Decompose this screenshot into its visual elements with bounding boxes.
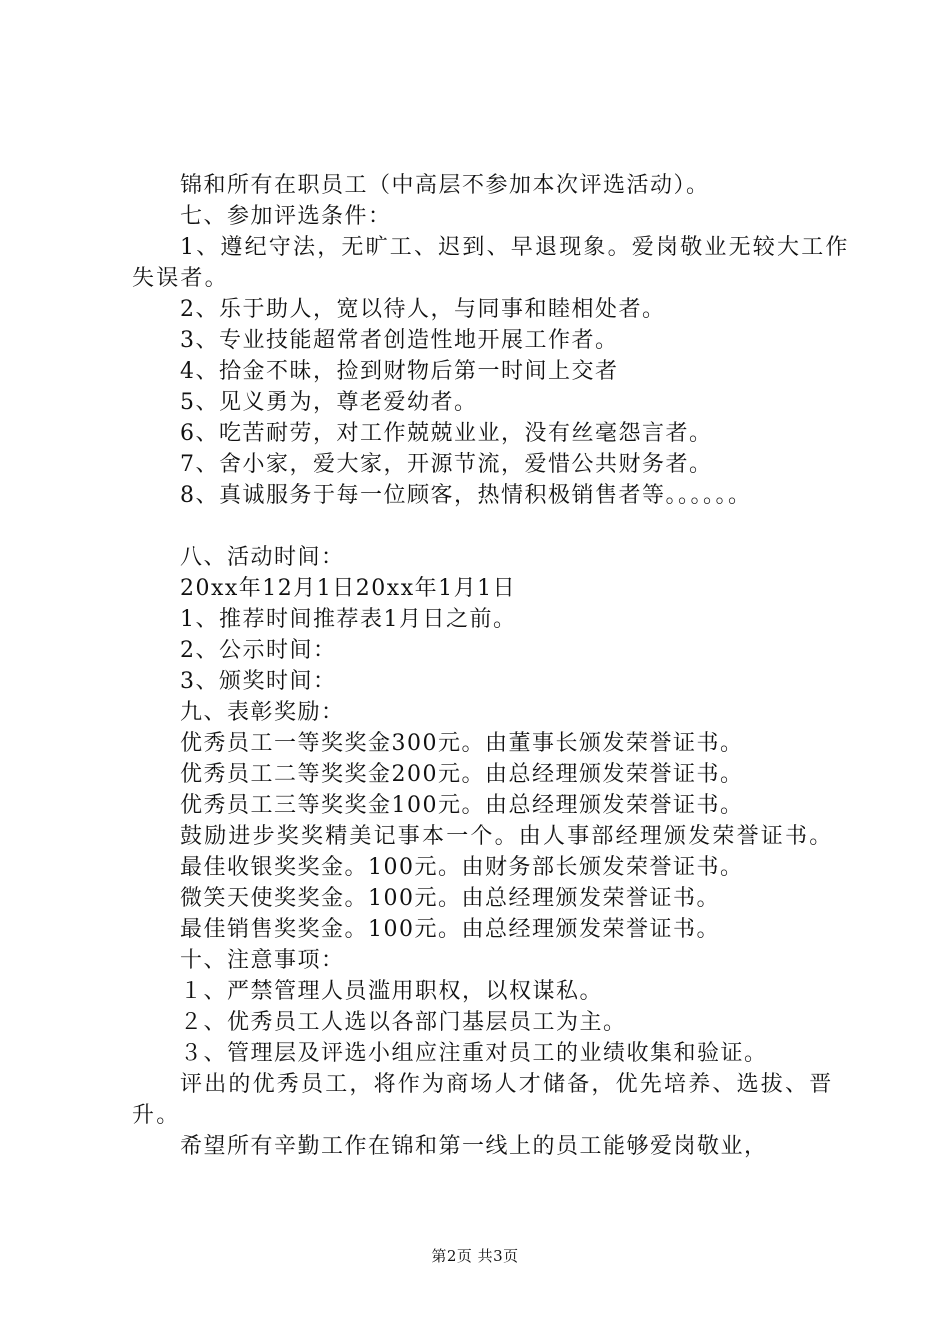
text-line: 最佳销售奖奖金。100元。由总经理颁发荣誉证书。 <box>180 917 720 942</box>
text-line: 1、遵纪守法，无旷工、迟到、早退现象。爱岗敬业无较大工作失误者。 <box>132 235 850 291</box>
text-line: １、严禁管理人员滥用职权，以权谋私。 <box>180 979 604 1004</box>
text-line: 7、舍小家，爱大家，开源节流，爱惜公共财务者。 <box>180 452 713 477</box>
text-line: 2、公示时间： <box>180 638 337 663</box>
text-line: 2、乐于助人，宽以待人，与同事和睦相处者。 <box>180 297 666 322</box>
text-line: 20xx年12月1日20xx年1月1日 <box>180 576 517 601</box>
text-line: 1、推荐时间推荐表1月日之前。 <box>180 607 517 632</box>
text-line: ２、优秀员工人选以各部门基层员工为主。 <box>180 1010 627 1035</box>
text-line: 4、拾金不昧，捡到财物后第一时间上交者 <box>180 359 619 384</box>
document-body <box>132 170 852 1162</box>
text-line: 3、专业技能超常者创造性地开展工作者。 <box>180 328 619 353</box>
text-line: 优秀员工三等奖奖金100元。由总经理颁发荣誉证书。 <box>180 793 744 818</box>
page-number: 第2页 共3页 <box>431 1247 519 1265</box>
text-line: 3、颁奖时间： <box>180 669 337 694</box>
section-heading: 七、参加评选条件： <box>180 204 392 229</box>
text-line: 优秀员工二等奖奖金200元。由总经理颁发荣誉证书。 <box>180 762 744 787</box>
section-heading: 九、表彰奖励： <box>180 700 345 725</box>
blank-line <box>132 511 852 542</box>
text-line: 锦和所有在职员工（中高层不参加本次评选活动）。 <box>180 173 710 198</box>
text-line: 5、见义勇为，尊老爱幼者。 <box>180 390 478 415</box>
section-heading: 十、注意事项： <box>180 948 345 973</box>
section-heading: 八、活动时间： <box>180 545 345 570</box>
text-line: ３、管理层及评选小组应注重对员工的业绩收集和验证。 <box>180 1041 768 1066</box>
text-line: 8、真诚服务于每一位顾客，热情积极销售者等。。。。。。 <box>180 483 752 508</box>
text-line: 希望所有辛勤工作在锦和第一线上的员工能够爱岗敬业， <box>180 1134 768 1159</box>
text-line: 最佳收银奖奖金。100元。由财务部长颁发荣誉证书。 <box>180 855 744 880</box>
text-line: 微笑天使奖奖金。100元。由总经理颁发荣誉证书。 <box>180 886 720 911</box>
text-line: 鼓励进步奖奖精美记事本一个。由人事部经理颁发荣誉证书。 <box>180 824 834 849</box>
text-line: 评出的优秀员工，将作为商场人才储备，优先培养、选拔、晋升。 <box>132 1072 834 1128</box>
text-line: 6、吃苦耐劳，对工作兢兢业业，没有丝毫怨言者。 <box>180 421 713 446</box>
text-line: 优秀员工一等奖奖金300元。由董事长颁发荣誉证书。 <box>180 731 744 756</box>
